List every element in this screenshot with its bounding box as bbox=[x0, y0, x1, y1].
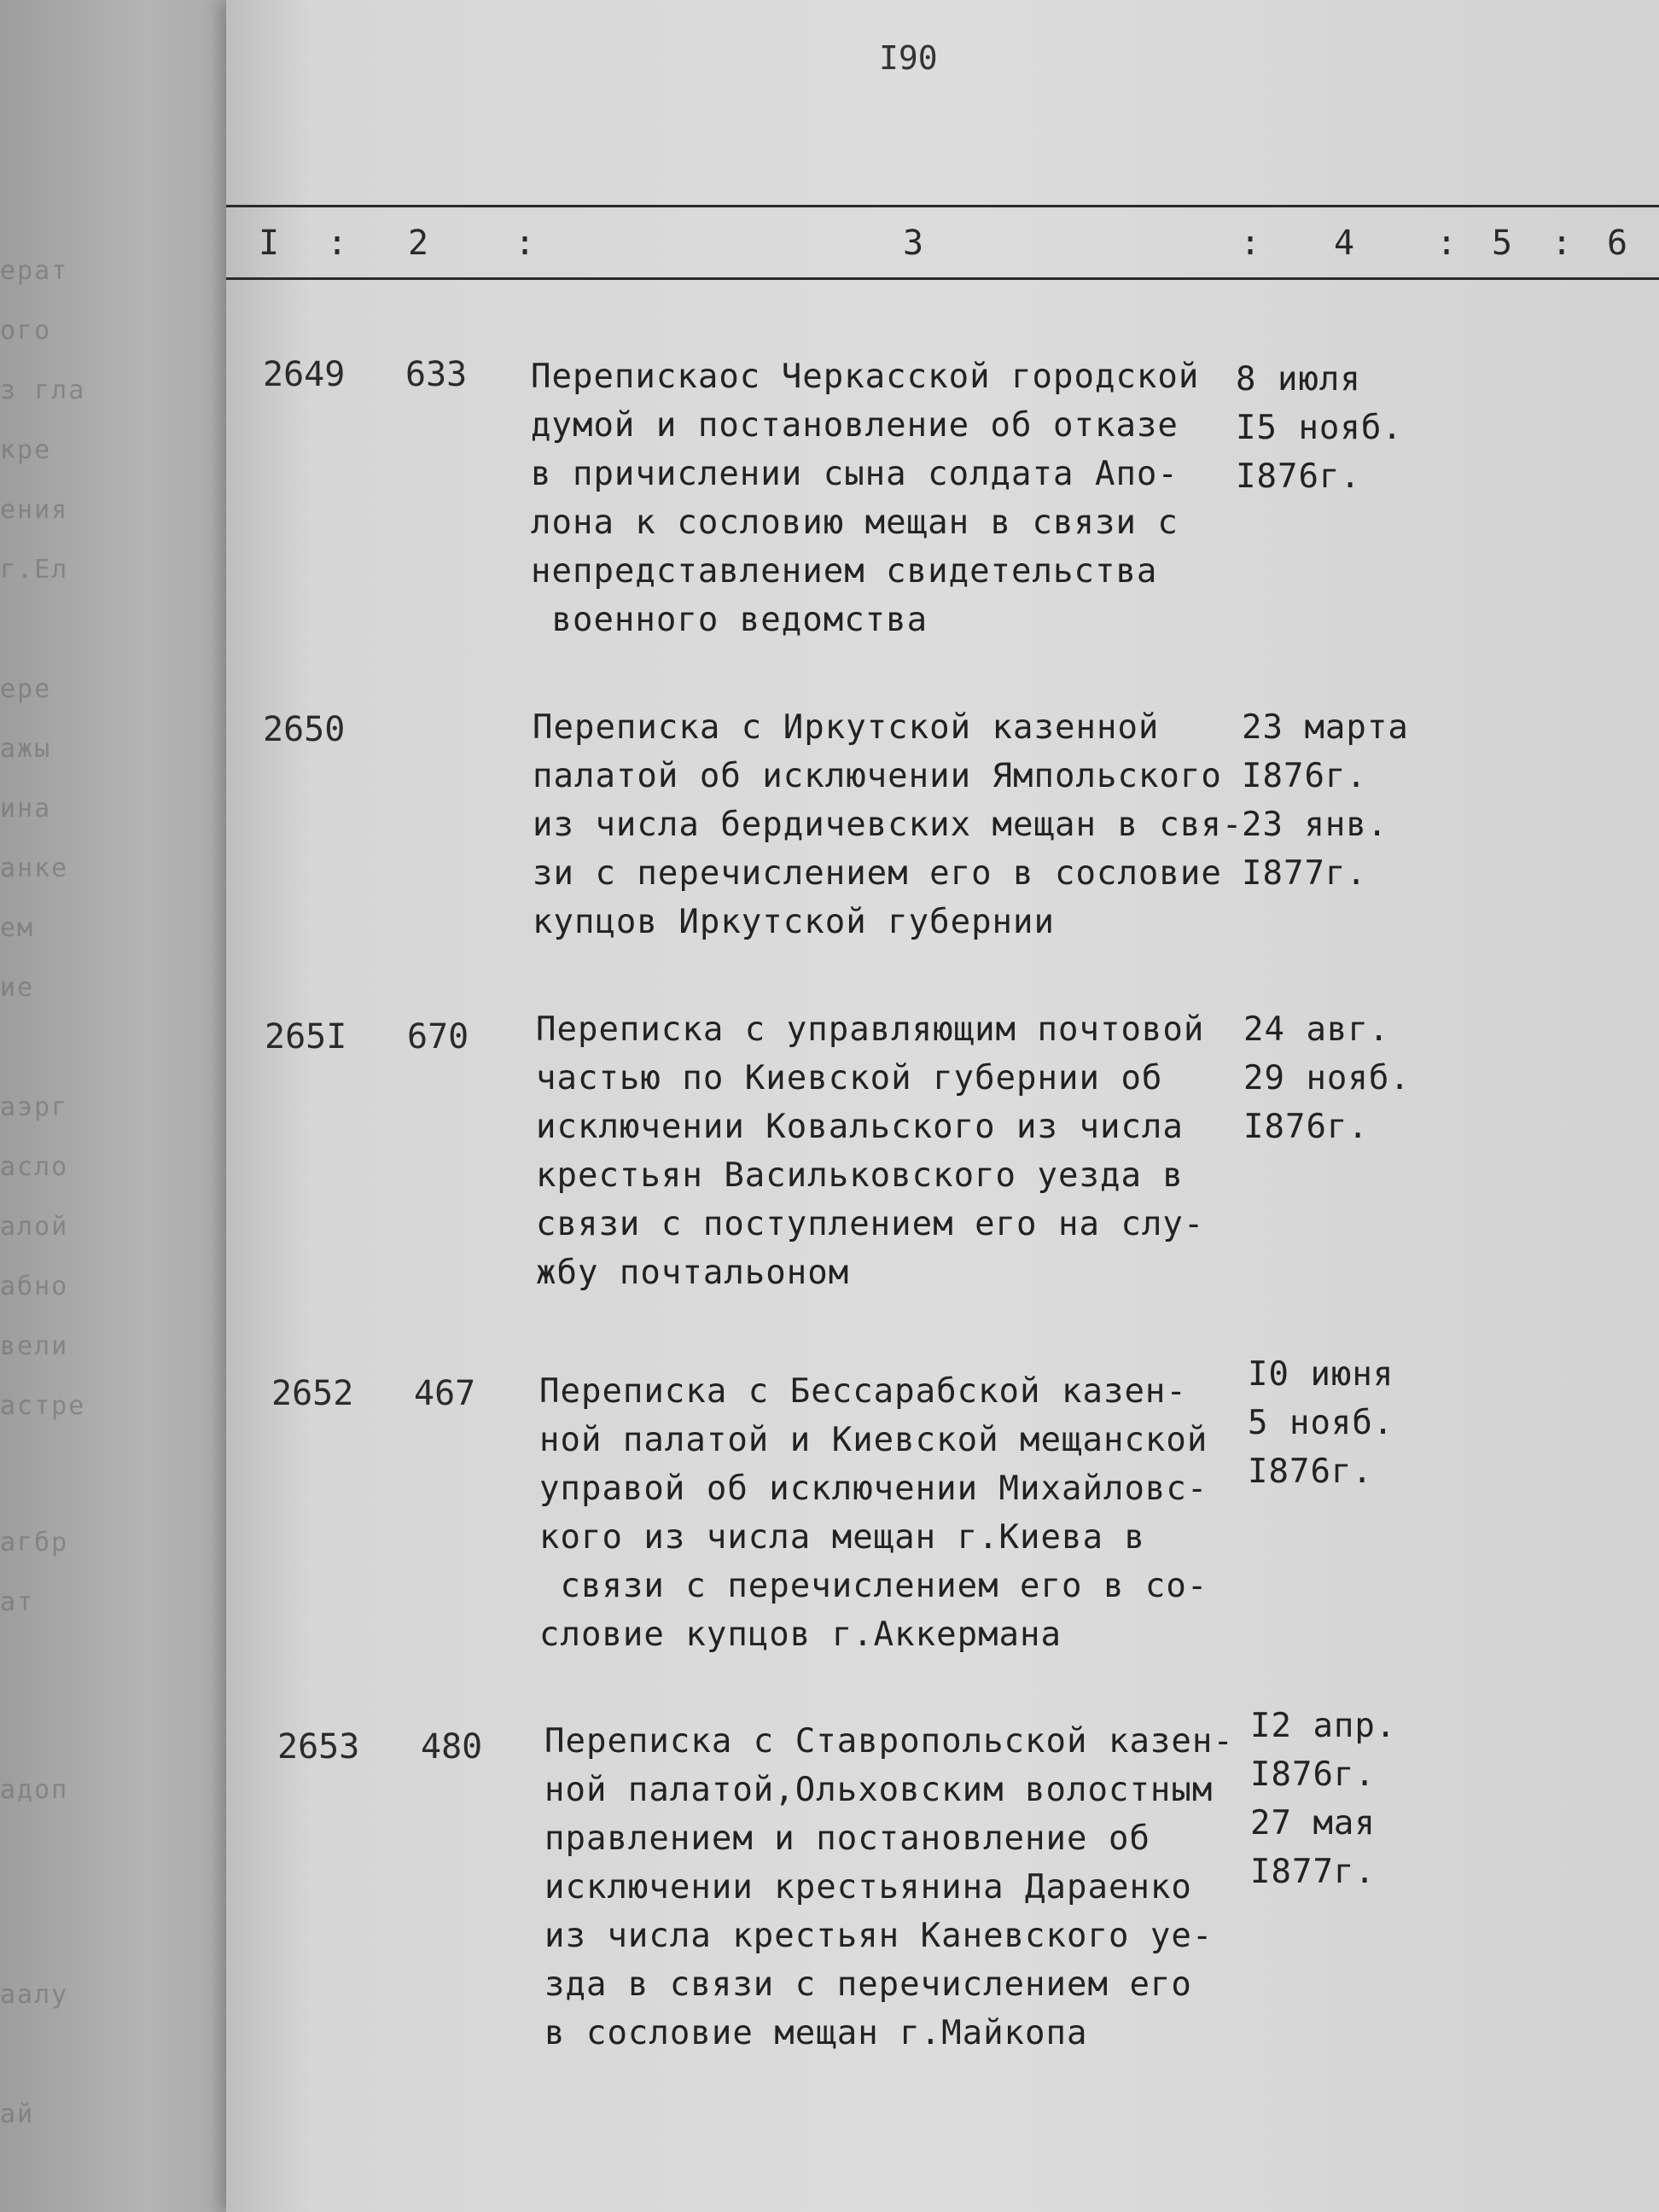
record-number: 2650 bbox=[263, 710, 346, 749]
margin-ghost-text: ем bbox=[0, 913, 35, 943]
margin-ghost-text: астре bbox=[0, 1391, 86, 1421]
margin-ghost-text: ат bbox=[0, 1587, 35, 1617]
margin-ghost-text: кре bbox=[0, 435, 52, 465]
description-line: управой об исключении Михайловс- bbox=[539, 1470, 1208, 1508]
description-line: Перепискаос Черкасской городской bbox=[531, 358, 1200, 396]
margin-ghost-text: ие bbox=[0, 973, 35, 1003]
record-dates bbox=[1248, 1350, 1394, 1496]
margin-ghost-text: аалу bbox=[0, 1980, 69, 2010]
date-line: I876г. bbox=[1236, 457, 1361, 496]
record-description bbox=[539, 1367, 1208, 1659]
date-line: I877г. bbox=[1242, 854, 1367, 893]
description-line: правлением и постановление об bbox=[544, 1819, 1150, 1858]
margin-ghost-text: ого bbox=[0, 316, 52, 346]
sheet-number: 480 bbox=[421, 1727, 483, 1767]
date-line: I2 апр. bbox=[1250, 1707, 1397, 1745]
date-line: I876г. bbox=[1248, 1452, 1373, 1491]
description-line: ной палатой,Ольховским волостным bbox=[544, 1771, 1214, 1809]
header-bottom-rule bbox=[226, 277, 1659, 280]
description-line: в причислении сына солдата Апо- bbox=[531, 455, 1179, 493]
margin-ghost-text: ения bbox=[0, 495, 69, 525]
record-description bbox=[531, 352, 1199, 644]
description-line: исключении крестьянина Дараенко bbox=[544, 1868, 1192, 1906]
date-line: I876г. bbox=[1250, 1755, 1376, 1794]
description-line: из числа бердичевских мещан в свя- bbox=[533, 806, 1243, 844]
description-line: непредставлением свидетельства bbox=[531, 552, 1158, 591]
description-line: Переписка с управляющим почтовой bbox=[536, 1010, 1205, 1049]
margin-ghost-text: аэрг bbox=[0, 1092, 69, 1122]
record-number: 265I bbox=[265, 1017, 347, 1057]
margin-ghost-text: асло bbox=[0, 1152, 69, 1182]
description-line: зда в связи с перечислением его bbox=[544, 1965, 1192, 2004]
description-line: Переписка с Ставропольской казен- bbox=[544, 1722, 1234, 1761]
margin-ghost-text: адоп bbox=[0, 1775, 69, 1805]
sheet-number: 467 bbox=[414, 1374, 476, 1413]
record-number: 2649 bbox=[263, 355, 346, 394]
description-line: крестьян Васильковского уезда в bbox=[536, 1156, 1184, 1195]
header-col-5: 5 bbox=[1492, 224, 1513, 263]
record-dates bbox=[1236, 355, 1403, 501]
description-line: зи с перечислением его в сословие bbox=[533, 854, 1222, 893]
header-col-1: I bbox=[259, 224, 280, 263]
underlying-page-edge bbox=[0, 0, 243, 2212]
date-line: 23 янв. bbox=[1242, 806, 1388, 844]
record-dates bbox=[1250, 1702, 1396, 1896]
date-line: 23 марта bbox=[1242, 708, 1409, 747]
description-line: словие купцов г.Аккермана bbox=[539, 1615, 1062, 1654]
header-col-6: 6 bbox=[1607, 224, 1628, 263]
record-number: 2652 bbox=[271, 1374, 354, 1413]
record-number: 2653 bbox=[277, 1727, 360, 1767]
header-separator: : bbox=[327, 224, 348, 263]
description-line: связи с перечислением его в со- bbox=[539, 1567, 1208, 1605]
header-separator: : bbox=[1240, 224, 1261, 263]
header-separator: : bbox=[515, 224, 536, 263]
description-line: исключении Ковальского из числа bbox=[536, 1108, 1184, 1146]
header-col-4: 4 bbox=[1334, 224, 1355, 263]
date-line: I877г. bbox=[1250, 1853, 1376, 1891]
margin-ghost-text: ай bbox=[0, 2099, 35, 2129]
margin-ghost-text: г.Ел bbox=[0, 555, 69, 585]
margin-ghost-text: ажы bbox=[0, 734, 52, 764]
date-line: I876г. bbox=[1243, 1108, 1369, 1146]
page-number: I90 bbox=[879, 39, 938, 77]
date-line: 29 нояб. bbox=[1243, 1059, 1411, 1097]
record-description bbox=[533, 703, 1243, 946]
margin-ghost-text: з гла bbox=[0, 375, 86, 405]
description-line: кого из числа мещан г.Киева в bbox=[539, 1518, 1145, 1557]
margin-ghost-text: ина bbox=[0, 794, 52, 824]
date-line: 24 авг. bbox=[1243, 1010, 1390, 1049]
margin-ghost-text: ерат bbox=[0, 256, 69, 286]
margin-ghost-text: ере bbox=[0, 674, 52, 704]
sheet-number: 670 bbox=[407, 1017, 469, 1057]
description-line: купцов Иркутской губернии bbox=[533, 903, 1055, 941]
date-line: 8 июля bbox=[1236, 360, 1361, 399]
header-col-3: 3 bbox=[903, 224, 924, 263]
sheet-number: 633 bbox=[405, 355, 468, 394]
header-separator: : bbox=[1436, 224, 1458, 263]
description-line: связи с поступлением его на слу- bbox=[536, 1205, 1205, 1243]
description-line: военного ведомства bbox=[531, 601, 928, 639]
header-col-2: 2 bbox=[408, 224, 429, 263]
description-line: Переписка с Иркутской казенной bbox=[533, 708, 1160, 747]
record-dates bbox=[1242, 703, 1409, 898]
description-line: ной палатой и Киевской мещанской bbox=[539, 1421, 1208, 1459]
record-description bbox=[544, 1717, 1234, 2058]
description-line: в сословие мещан г.Майкопа bbox=[544, 2014, 1088, 2052]
description-line: палатой об исключении Ямпольского bbox=[533, 757, 1222, 795]
margin-ghost-text: вели bbox=[0, 1331, 69, 1361]
description-line: Переписка с Бессарабской казен- bbox=[539, 1372, 1187, 1411]
margin-ghost-text: анке bbox=[0, 853, 69, 883]
description-line: думой и постановление об отказе bbox=[531, 406, 1179, 445]
header-top-rule bbox=[226, 205, 1659, 207]
date-line: I0 июня bbox=[1248, 1355, 1394, 1394]
description-line: из числа крестьян Каневского уе- bbox=[544, 1917, 1214, 1955]
record-dates bbox=[1243, 1005, 1411, 1151]
date-line: I5 нояб. bbox=[1236, 409, 1403, 447]
description-line: жбу почтальоном bbox=[536, 1254, 850, 1292]
description-line: частью по Киевской губернии об bbox=[536, 1059, 1163, 1097]
margin-ghost-text: агбр bbox=[0, 1528, 69, 1557]
date-line: I876г. bbox=[1242, 757, 1367, 795]
record-description bbox=[536, 1005, 1204, 1297]
date-line: 5 нояб. bbox=[1248, 1404, 1394, 1442]
date-line: 27 мая bbox=[1250, 1804, 1376, 1842]
margin-ghost-text: алой bbox=[0, 1212, 69, 1242]
description-line: лона к сословию мещан в связи с bbox=[531, 504, 1179, 542]
margin-ghost-text: абно bbox=[0, 1272, 69, 1301]
header-separator: : bbox=[1551, 224, 1573, 263]
